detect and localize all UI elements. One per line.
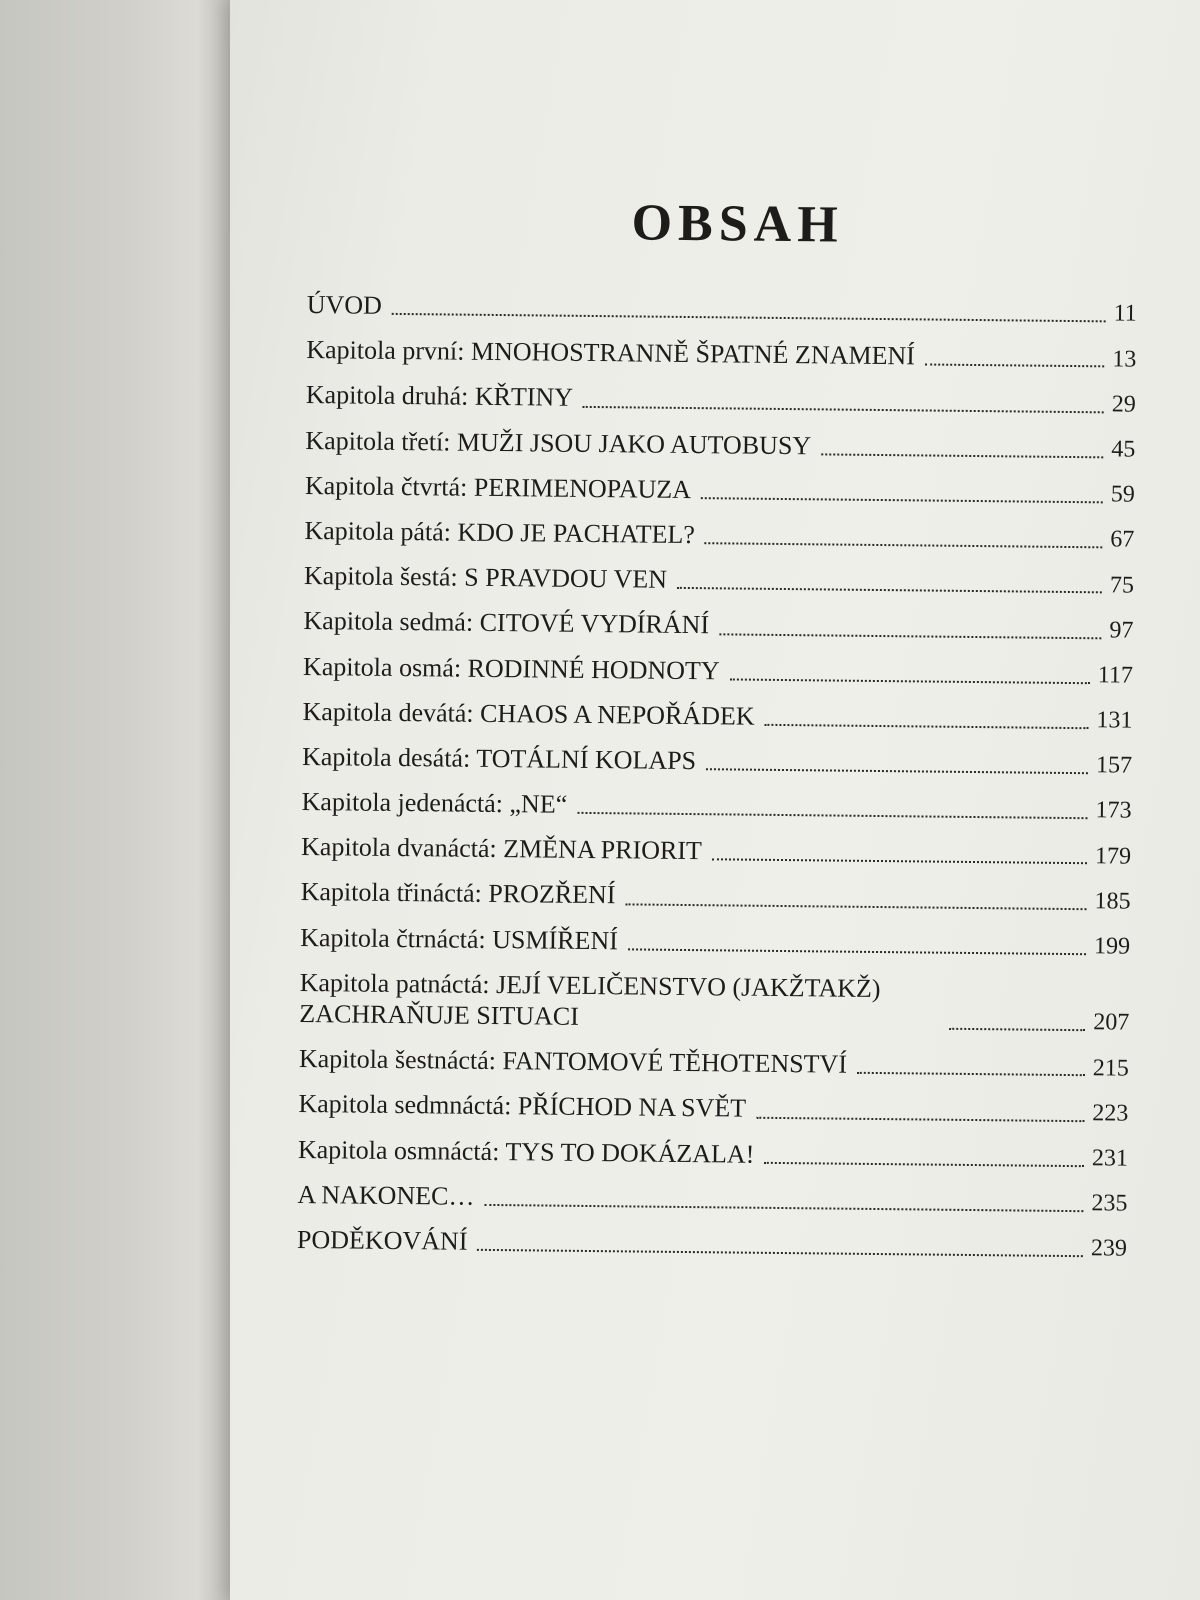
toc-entry-page: 67 — [1110, 526, 1135, 554]
toc-entry-label: Kapitola osmá: RODINNÉ HODNOTY — [302, 651, 720, 685]
toc-entry-label: Kapitola pátá: KDO JE PACHATEL? — [304, 515, 696, 550]
table-of-contents — [297, 190, 1138, 1278]
toc-entry-page: 157 — [1095, 752, 1133, 779]
toc-entry-page: 179 — [1094, 842, 1132, 870]
toc-entry — [298, 1134, 1128, 1174]
toc-entry-label: Kapitola dvanáctá: ZMĚNA PRIORIT — [300, 832, 703, 866]
toc-entry-page: 173 — [1095, 797, 1132, 825]
toc-entry — [300, 876, 1130, 916]
toc-entry-label: Kapitola šestnáctá: FANTOMOVÉ TĚHOTENSTVÍ — [298, 1044, 848, 1079]
toc-entry — [301, 786, 1131, 826]
adjacent-page-edge — [0, 0, 232, 1600]
toc-entry — [306, 334, 1136, 374]
toc-entry-label: Kapitola sedmnáctá: PŘÍCHOD NA SVĚT — [298, 1089, 747, 1124]
toc-entry — [299, 1043, 1129, 1083]
toc-entry-label: Kapitola první: MNOHOSTRANNĚ ŠPATNÉ ZNAMENÍ — [306, 335, 916, 371]
toc-entry-page: 29 — [1111, 391, 1136, 418]
dot-leader — [821, 453, 1103, 458]
toc-entry-page: 97 — [1109, 617, 1134, 644]
dot-leader — [477, 1249, 1083, 1257]
dot-leader — [705, 542, 1103, 548]
toc-entry-page: 185 — [1094, 888, 1131, 915]
toc-entry-label: A NAKONEC… — [297, 1179, 475, 1211]
toc-entry — [301, 831, 1131, 871]
toc-entry-page: 131 — [1096, 707, 1133, 734]
toc-entry-label: Kapitola šestá: S PRAVDOU VEN — [303, 561, 668, 594]
dot-leader — [949, 1028, 1085, 1031]
toc-entry-label: Kapitola sedmá: CITOVÉ VYDÍRÁNÍ — [303, 606, 710, 640]
toc-entry — [304, 560, 1134, 600]
dot-leader — [706, 768, 1088, 774]
toc-entry-page: 223 — [1092, 1100, 1129, 1127]
toc-entry-page: 239 — [1090, 1235, 1128, 1262]
dot-leader — [765, 724, 1089, 729]
toc-entry-label: Kapitola patnáctá: JEJÍ VELIČENSTVO (JAKŽTAKŽ) ZACHRAŇUJE SITUACI — [299, 967, 881, 1031]
toc-entry-page: 199 — [1093, 933, 1131, 960]
toc-entry — [297, 1179, 1127, 1219]
toc-entry-page: 75 — [1109, 571, 1135, 599]
toc-entry-label: Kapitola devátá: CHAOS A NEPOŘÁDEK — [302, 696, 755, 731]
dot-leader — [719, 633, 1101, 639]
toc-entry-page: 117 — [1097, 662, 1134, 689]
toc-entry — [305, 470, 1135, 510]
dot-leader — [625, 903, 1086, 910]
toc-entry — [297, 1224, 1127, 1264]
toc-entry — [302, 696, 1132, 736]
toc-entry-page: 11 — [1113, 300, 1137, 328]
toc-entry — [302, 741, 1132, 781]
dot-leader — [628, 948, 1086, 955]
toc-entry-page: 231 — [1091, 1145, 1129, 1172]
toc-entry-label: Kapitola čtvrtá: PERIMENOPAUZA — [304, 470, 692, 504]
toc-entry-label: ÚVOD — [306, 289, 383, 320]
toc-entry-label: Kapitola čtrnáctá: USMÍŘENÍ — [300, 922, 618, 955]
dot-leader — [701, 497, 1103, 503]
dot-leader — [583, 405, 1104, 412]
dot-leader — [925, 364, 1104, 368]
toc-entry-page: 13 — [1112, 346, 1137, 373]
toc-entry — [306, 379, 1136, 419]
toc-entry-page: 59 — [1110, 481, 1135, 508]
dot-leader — [484, 1204, 1083, 1212]
toc-entry-page: 215 — [1092, 1054, 1129, 1082]
toc-entry — [305, 425, 1135, 465]
toc-entry-label: Kapitola druhá: KŘTINY — [305, 380, 574, 413]
toc-entry — [298, 1088, 1128, 1128]
dot-leader — [577, 812, 1087, 819]
dot-leader — [756, 1116, 1084, 1121]
dot-leader — [712, 859, 1087, 865]
toc-entry — [304, 515, 1134, 555]
dot-leader — [677, 587, 1102, 593]
dot-leader — [392, 313, 1106, 322]
toc-entry-label: Kapitola třináctá: PROZŘENÍ — [300, 877, 616, 910]
dot-leader — [730, 678, 1090, 684]
toc-entry — [303, 650, 1133, 690]
toc-entry-label: PODĚKOVÁNÍ — [296, 1224, 468, 1256]
toc-entry — [303, 605, 1133, 645]
toc-entry — [299, 967, 1130, 1038]
toc-entry-label: Kapitola třetí: MUŽI JSOU JAKO AUTOBUSY — [305, 425, 812, 460]
dot-leader — [857, 1072, 1085, 1076]
toc-entry-label: Kapitola osmnáctá: TYS TO DOKÁZALA! — [297, 1134, 755, 1169]
toc-entry-label: Kapitola desátá: TOTÁLNÍ KOLAPS — [301, 741, 697, 775]
toc-entry-page: 235 — [1091, 1190, 1128, 1217]
toc-entry — [307, 289, 1137, 329]
toc-entry-label: Kapitola jedenáctá: „NE“ — [301, 787, 568, 819]
toc-entry-page: 207 — [1093, 1009, 1130, 1037]
toc-entry — [300, 922, 1130, 962]
dot-leader — [764, 1162, 1084, 1167]
toc-entry-page: 45 — [1111, 436, 1136, 463]
toc-title: OBSAH — [631, 194, 844, 254]
